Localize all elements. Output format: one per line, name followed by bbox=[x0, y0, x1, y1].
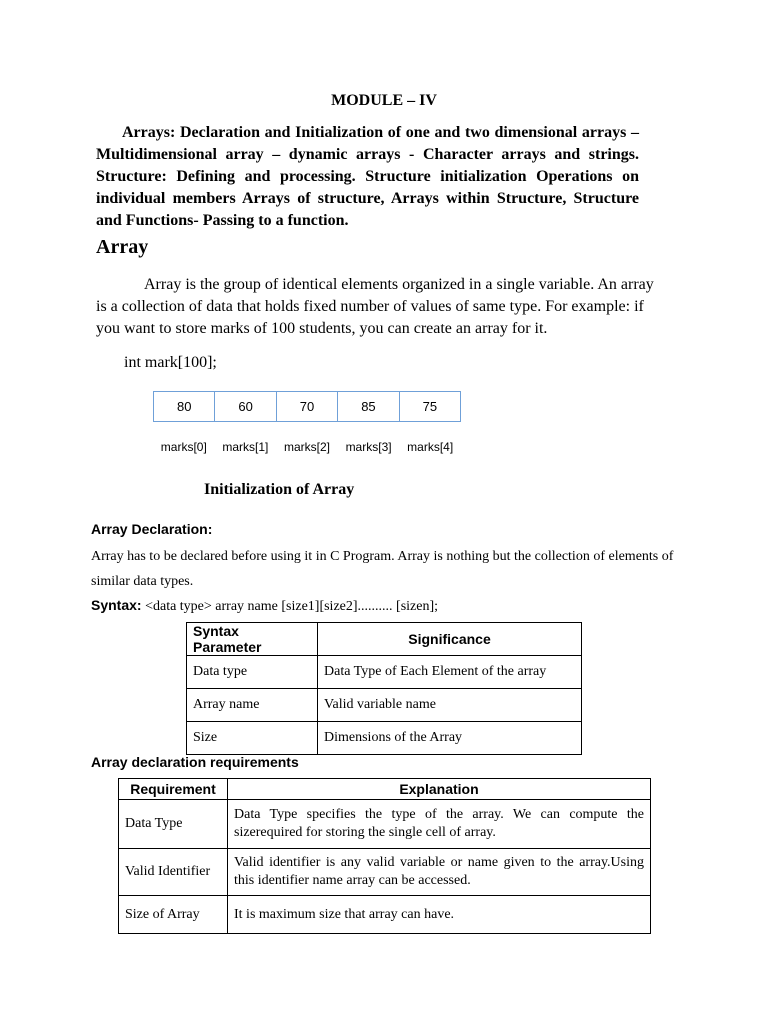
table-row bbox=[119, 800, 651, 849]
syllabus-paragraph: Arrays: Declaration and Initialization of one and two dimensional arrays – Multidimensional array – dynamic arrays - Character arrays and strings. Structure: Defining and processing. Structure initialization Operations on individual members Arrays of structure, Arrays within Structure, Structure and Functions- Passing to a function. bbox=[96, 124, 639, 229]
array-index-label: marks[1] bbox=[222, 440, 269, 454]
array-index-label: marks[4] bbox=[407, 440, 454, 454]
array-cell: 60 bbox=[215, 392, 276, 421]
declaration-paragraph: Array has to be declared before using it in C Program. Array is nothing but the collection of elements of similar data types. bbox=[91, 549, 674, 589]
array-heading: Array bbox=[96, 236, 149, 258]
table-cell: Size bbox=[187, 722, 318, 755]
table-cell: Data Type of Each Element of the array bbox=[318, 656, 582, 689]
array-cell: 80 bbox=[154, 392, 215, 421]
array-diagram-boxes bbox=[153, 391, 461, 422]
array-declaration-example: int mark[100]; bbox=[124, 354, 217, 371]
table-cell: It is maximum size that array can have. bbox=[228, 896, 651, 934]
requirements-heading: Array declaration requirements bbox=[91, 754, 299, 770]
syntax-text: <data type> array name [size1][size2].......... [sizen]; bbox=[141, 599, 439, 614]
array-intro-paragraph: Array is the group of identical elements organized in a single variable. An array is a collection of data that holds fixed number of values of same type. For example: if you want to store marks of 100 students, you can create an array for it. bbox=[96, 276, 654, 337]
table-row bbox=[187, 689, 582, 722]
array-index-label: marks[3] bbox=[345, 440, 392, 454]
array-cell: 85 bbox=[338, 392, 399, 421]
syntax-line bbox=[91, 597, 438, 615]
table-cell: Size of Array bbox=[119, 896, 228, 934]
table-cell: Data Type bbox=[119, 800, 228, 849]
table-cell: Valid variable name bbox=[318, 689, 582, 722]
array-cell: 75 bbox=[422, 399, 438, 414]
table-header-row bbox=[187, 623, 582, 656]
declaration-heading: Array Declaration: bbox=[91, 521, 213, 537]
table-row bbox=[119, 849, 651, 896]
table-cell: Data type bbox=[187, 656, 318, 689]
table-header-row bbox=[119, 779, 651, 800]
diagram-caption: Initialization of Array bbox=[204, 481, 355, 498]
table-cell: Data Type specifies the type of the array. We can compute the sizerequired for storing the single cell of array. bbox=[228, 800, 651, 849]
table-cell: Valid Identifier bbox=[119, 849, 228, 896]
array-cell: 70 bbox=[277, 392, 338, 421]
table-row bbox=[187, 722, 582, 755]
table-row bbox=[119, 896, 651, 934]
module-title: MODULE – IV bbox=[331, 92, 437, 109]
syntax-parameter-table bbox=[186, 622, 582, 755]
array-index-label: marks[2] bbox=[283, 440, 330, 454]
array-diagram-indices bbox=[153, 440, 461, 454]
table-header-cell: Requirement bbox=[119, 779, 228, 800]
table-cell: Valid identifier is any valid variable or name given to the array.Using this identifier name array can be accessed. bbox=[228, 849, 651, 896]
table-header-cell: Significance bbox=[318, 623, 582, 656]
table-header-cell: Explanation bbox=[228, 779, 651, 800]
array-index-label: marks[0] bbox=[160, 440, 207, 454]
syntax-label: Syntax: bbox=[91, 597, 142, 613]
table-header-cell: Syntax Parameter bbox=[187, 623, 318, 656]
table-cell: Dimensions of the Array bbox=[318, 722, 582, 755]
requirements-table bbox=[118, 778, 651, 934]
table-cell: Array name bbox=[187, 689, 318, 722]
table-row bbox=[187, 656, 582, 689]
